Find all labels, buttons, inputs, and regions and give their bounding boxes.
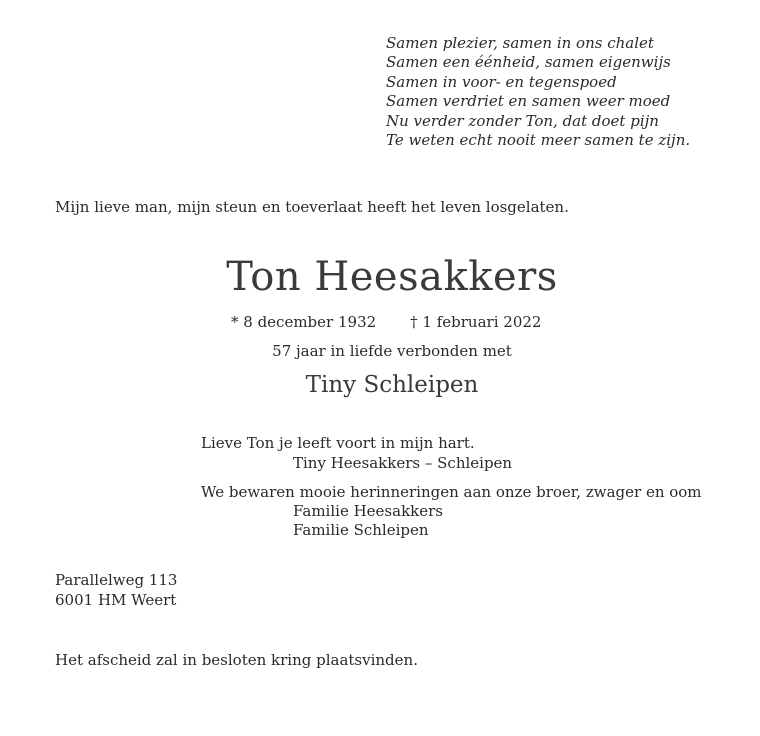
- life-dates: [231, 313, 541, 331]
- death-date: † 1 februari 2022: [410, 313, 542, 331]
- deceased-name: Ton Heesakkers: [226, 254, 558, 300]
- poem-line: Samen een éénheid, samen eigenwijs: [386, 53, 671, 72]
- birth-date: * 8 december 1932: [231, 313, 377, 331]
- message-signature: Familie Schleipen: [293, 521, 429, 539]
- message-signature: Tiny Heesakkers – Schleipen: [293, 454, 513, 472]
- address-city: 6001 HM Weert: [55, 591, 177, 609]
- message-text: We bewaren mooie herinneringen aan onze broer, zwager en oom: [201, 483, 702, 501]
- address-street: Parallelweg 113: [55, 571, 178, 589]
- poem: [386, 34, 690, 150]
- closing-text: Het afscheid zal in besloten kring plaatsvinden.: [55, 651, 418, 669]
- poem-line: Te weten echt nooit meer samen te zijn.: [386, 131, 691, 150]
- poem-line: Samen verdriet en samen weer moed: [386, 92, 671, 111]
- message-signature: Familie Heesakkers: [293, 502, 443, 520]
- poem-line: Samen plezier, samen in ons chalet: [386, 34, 654, 52]
- poem-line: Nu verder zonder Ton, dat doet pijn: [386, 111, 659, 130]
- intro-text: Mijn lieve man, mijn steun en toeverlaat heeft het leven losgelaten.: [55, 198, 569, 216]
- bond-text: 57 jaar in liefde verbonden met: [272, 342, 512, 360]
- address: [55, 570, 177, 610]
- partner-name: Tiny Schleipen: [305, 372, 479, 398]
- poem-line: Samen in voor- en tegenspoed: [386, 72, 617, 91]
- message-text: Lieve Ton je leeft voort in mijn hart.: [201, 434, 475, 452]
